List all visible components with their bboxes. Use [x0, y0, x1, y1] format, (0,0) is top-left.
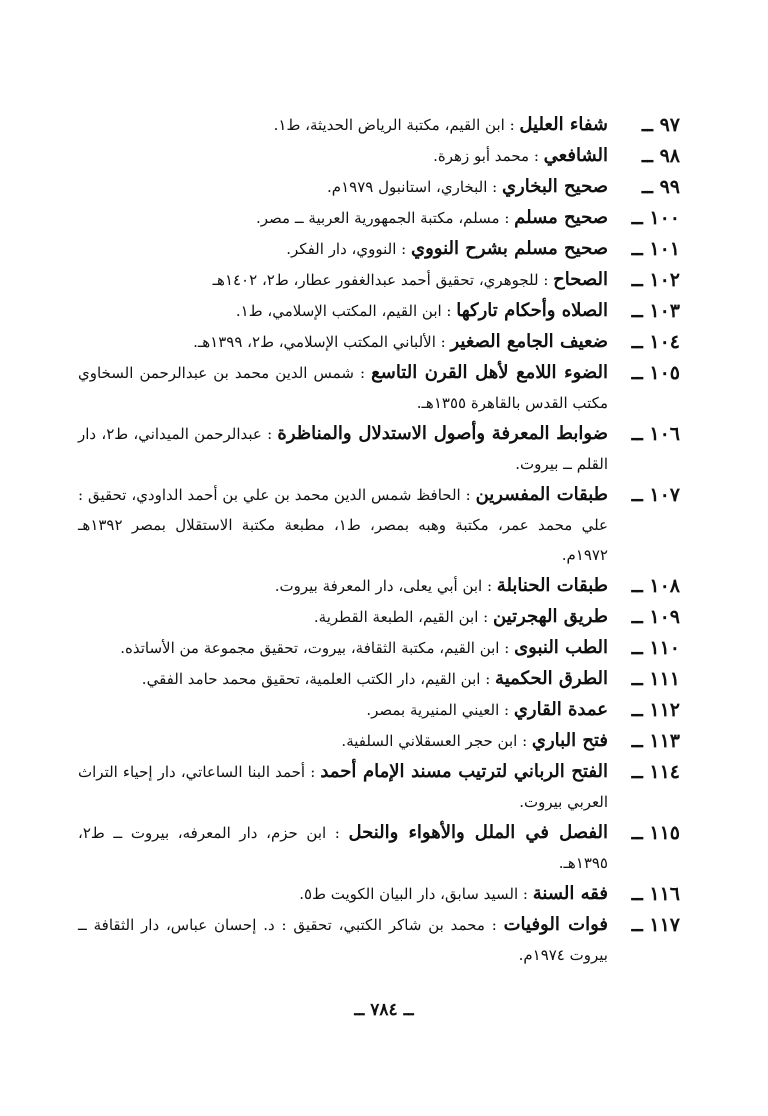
entry-body	[78, 419, 608, 479]
entry-body	[78, 633, 608, 663]
entry-112	[78, 695, 680, 725]
entry-number: ١١٧ ــ	[631, 914, 680, 936]
entry-102	[78, 265, 680, 295]
entry-114	[78, 757, 680, 817]
entry-text: : البخاري، استانبول ١٩٧٩م.	[327, 178, 502, 196]
entry-body	[78, 172, 608, 202]
entry-title: ضعيف الجامع الصغير	[450, 331, 608, 352]
entry-number: ١١٣ ــ	[631, 730, 680, 752]
entry-body	[78, 234, 608, 264]
entry-number: ١٠٤ ــ	[631, 331, 680, 353]
entry-body	[78, 327, 608, 357]
entry-body	[78, 757, 608, 817]
entry-title: الطرق الحكمية	[495, 668, 608, 689]
entry-113	[78, 726, 680, 756]
entry-text: : ابن القيم، دار الكتب العلمية، تحقيق محمد حامد الفقي.	[141, 670, 496, 688]
entry-body	[78, 602, 608, 632]
entry-text: : الألباني المكتب الإسلامي، ط٢، ١٣٩٩هـ.	[193, 333, 451, 351]
entry-number: ١٠١ ــ	[631, 238, 680, 260]
entry-115	[78, 818, 680, 878]
entry-text: : ابن أبي يعلى، دار المعرفة بيروت.	[274, 577, 497, 595]
entry-text: : للجوهري، تحقيق أحمد عبدالغفور عطار، ط٢، ١٤٠٢هـ	[212, 271, 554, 289]
entry-number: ١٠٧ ــ	[631, 484, 680, 506]
entry-text: : شمس الدين محمد بن عبدالرحمن السخاوي مكتب القدس بالقاهرة ١٣٥٥هـ.	[78, 364, 608, 412]
entry-105	[78, 358, 680, 418]
entry-number: ٩٧ ــ	[641, 114, 680, 136]
entry-body	[78, 571, 608, 601]
entry-number: ١٠٨ ــ	[631, 575, 680, 597]
entry-text: : ابن القيم، الطبعة القطرية.	[313, 608, 493, 626]
entry-103	[78, 296, 680, 326]
entry-title: صحيح البخاري	[501, 176, 608, 197]
entry-title: الصلاه وأحكام تاركها	[456, 300, 608, 321]
entry-108	[78, 571, 680, 601]
entry-number: ١٠٠ ــ	[631, 207, 680, 229]
entry-body	[78, 480, 608, 570]
entry-text: : عبدالرحمن الميداني، ط٢، دار القلم ــ بيروت.	[78, 425, 608, 473]
entry-title: فقه السنة	[532, 883, 608, 904]
entry-title: فوات الوفيات	[503, 914, 608, 935]
entry-text: : ابن حجر العسقلاني السلفية.	[341, 732, 532, 750]
entry-text: : مسلم، مكتبة الجمهورية العربية ــ مصر.	[256, 209, 515, 227]
entry-body	[78, 110, 608, 140]
entry-title: شفاء العليل	[519, 114, 608, 135]
entry-title: صحيح مسلم بشرح النووي	[410, 238, 608, 259]
entry-body	[78, 296, 608, 326]
entry-text: : السيد سابق، دار البيان الكويت ط٥.	[299, 885, 533, 903]
entry-116	[78, 879, 680, 909]
entry-number: ٩٩ ــ	[641, 176, 680, 198]
entry-number: ١١٤ ــ	[631, 761, 680, 783]
entry-body	[78, 664, 608, 694]
entry-title: الصحاح	[553, 269, 608, 290]
entry-106	[78, 419, 680, 479]
entry-body	[78, 695, 608, 725]
entry-title: عمدة القاري	[513, 699, 608, 720]
entry-title: طبقات المفسرين	[475, 484, 608, 505]
entry-title: الطب النبوى	[514, 637, 608, 658]
entry-number: ١٠٥ ــ	[631, 362, 680, 384]
entry-title: الضوء اللامع لأهل القرن التاسع	[371, 362, 608, 383]
entry-title: الفصل في الملل والأهواء والنحل	[348, 822, 608, 843]
entry-98	[78, 141, 680, 171]
entry-body	[78, 358, 608, 418]
entry-number: ١١٥ ــ	[631, 822, 680, 844]
entry-text: : ابن حزم، دار المعرفه، بيروت ــ ط٢، ١٣٩٥هـ.	[78, 824, 608, 872]
entry-body	[78, 141, 608, 171]
page-number: ــ ٧٨٤ ــ	[354, 1000, 414, 1020]
entry-body	[78, 203, 608, 233]
entry-title: الفتح الرباني لترتيب مسند الإمام أحمد	[320, 761, 608, 782]
entry-body	[78, 818, 608, 878]
entry-number: ١١٦ ــ	[631, 883, 680, 905]
entry-117	[78, 910, 680, 970]
entry-99	[78, 172, 680, 202]
entry-body	[78, 910, 608, 970]
entry-109	[78, 602, 680, 632]
entry-number: ٩٨ ــ	[641, 145, 680, 167]
entry-number: ١١١ ــ	[631, 668, 680, 690]
entry-title: طريق الهجرتين	[492, 606, 608, 627]
entry-text: : ابن القيم، مكتبة الثقافة، بيروت، تحقيق مجموعة من الأساتذه.	[120, 639, 515, 657]
entry-title: فتح الباري	[531, 730, 608, 751]
entry-text: : النووي، دار الفكر.	[286, 240, 411, 258]
entry-text: : محمد بن شاكر الكتبي، تحقيق : د. إحسان عباس، دار الثقافة ــ بيروت ١٩٧٤م.	[78, 916, 608, 964]
entry-97	[78, 110, 680, 140]
entry-body	[78, 879, 608, 909]
entry-body	[78, 726, 608, 756]
entry-title: الشافعي	[543, 145, 608, 166]
entry-number: ١٠٩ ــ	[631, 606, 680, 628]
entry-111	[78, 664, 680, 694]
entry-100	[78, 203, 680, 233]
entry-text: : ابن القيم، مكتبة الرياض الحديثة، ط١.	[273, 116, 520, 134]
entry-101	[78, 234, 680, 264]
entry-number: ١٠٢ ــ	[631, 269, 680, 291]
entry-title: ضوابط المعرفة وأصول الاستدلال والمناظرة	[277, 423, 608, 444]
entry-110	[78, 633, 680, 663]
entry-number: ١١٠ ــ	[631, 637, 680, 659]
entry-text: : العيني المنيرية بمصر.	[366, 701, 514, 719]
entry-title: صحيح مسلم	[514, 207, 608, 228]
entry-number: ١٠٦ ــ	[631, 423, 680, 445]
entry-number: ١١٢ ــ	[631, 699, 680, 721]
entry-text: : ابن القيم، المكتب الإسلامي، ط١.	[235, 302, 457, 320]
entry-text: : الحافظ شمس الدين محمد بن علي بن أحمد الداودي، تحقيق : علي محمد عمر، مكتبة وهبه بمصر، ط١، مطبعة مكتبة الاستقلال بمصر ١٣٩٢هـ ١٩٧٢م.	[78, 486, 609, 564]
bibliography-list	[78, 110, 680, 971]
entry-text: : أحمد البنا الساعاتي، دار إحياء التراث العربي بيروت.	[78, 763, 608, 811]
entry-body	[78, 265, 608, 295]
entry-number: ١٠٣ ــ	[631, 300, 680, 322]
entry-107	[78, 480, 680, 570]
entry-text: : محمد أبو زهرة.	[433, 147, 544, 165]
entry-title: طبقات الحنابلة	[496, 575, 608, 596]
entry-104	[78, 327, 680, 357]
